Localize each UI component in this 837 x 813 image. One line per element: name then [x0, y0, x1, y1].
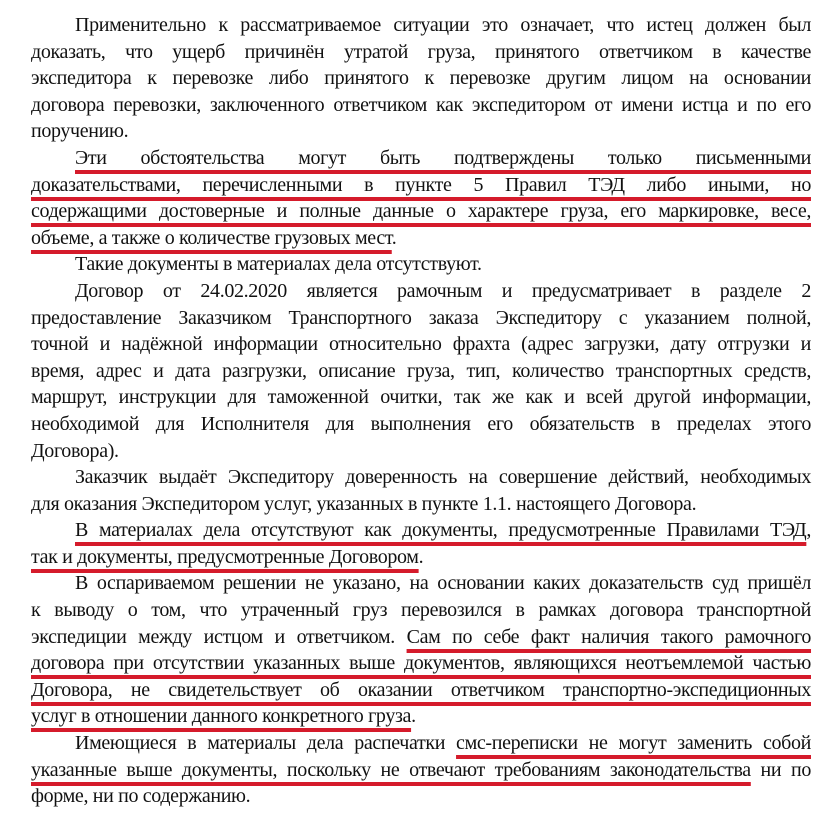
text-segment: ,: [806, 519, 811, 542]
text-segment: экспедитора к перевозке либо принятого к перевозке другим лицом на основании: [31, 67, 811, 90]
text-line: [31, 358, 811, 385]
text-line: [31, 783, 811, 810]
highlighted-text: смс-переписки не могут заменить собой: [456, 732, 811, 755]
text-segment: предоставление Заказчиком Транспортного заказа Экспедитору с указанием полной,: [31, 306, 811, 329]
highlighted-text: указанные выше документы, поскольку не отвечают требованиям законодательства: [31, 758, 751, 781]
text-line: [31, 491, 811, 518]
text-segment: точной и надёжной информации относительно фрахта (адрес загрузки, дату отгрузки и: [31, 333, 811, 356]
text-line: [31, 278, 811, 305]
text-line: [31, 517, 811, 544]
text-line: [31, 198, 811, 225]
text-segment: необходимой для Исполнителя для выполнения его обязательств в пределах этого: [31, 412, 811, 435]
text-segment: Договора).: [31, 439, 119, 462]
text-line: [31, 145, 811, 172]
text-line: [31, 411, 811, 438]
text-segment: .: [391, 226, 397, 249]
paragraph: [31, 251, 811, 278]
text-line: [31, 225, 811, 252]
text-segment: ни по: [750, 758, 811, 781]
paragraph: [31, 570, 811, 730]
text-segment: поручению.: [31, 120, 129, 143]
text-line: [31, 251, 811, 278]
text-line: [31, 172, 811, 199]
text-line: [31, 384, 811, 411]
text-segment: договора перевозки, заключенного ответчиком как экспедитором от имени истца и по его: [31, 93, 811, 116]
text-line: [31, 544, 811, 571]
text-line: [31, 464, 811, 491]
text-line: [31, 597, 811, 624]
text-line: [31, 65, 811, 92]
text-line: [31, 438, 811, 465]
highlighted-text: так и документы, предусмотренные Договором: [31, 545, 419, 568]
text-line: [31, 624, 811, 651]
highlighted-text: договора при отсутствии указанных выше документов, являющихся неотъемлемой частью: [31, 652, 811, 675]
paragraph: [31, 145, 811, 251]
text-segment: Такие документы в материалах дела отсутствуют.: [75, 253, 482, 276]
text-line: [31, 730, 811, 757]
text-segment: .: [418, 545, 424, 568]
document-page: [31, 12, 811, 810]
paragraph: [31, 517, 811, 570]
text-segment: Применительно к рассматриваемое ситуации это означает, что истец должен был: [75, 14, 811, 36]
text-segment: Имеющиеся в материалы дела распечатки: [75, 732, 457, 755]
text-line: [31, 118, 811, 145]
text-segment: .: [411, 705, 416, 728]
highlighted-text: объеме, а также о количестве грузовых мест: [31, 226, 392, 249]
text-line: [31, 39, 811, 66]
text-segment: экспедиции между истцом и ответчиком.: [31, 625, 407, 648]
highlighted-text: В материалах дела отсутствуют как документы, предусмотренные Правилами ТЭД: [75, 519, 807, 542]
text-line: [31, 650, 811, 677]
text-segment: Заказчик выдаёт Экспедитору доверенность на совершение действий, необходимых: [75, 466, 811, 489]
paragraph: [31, 730, 811, 810]
text-segment: для оказания Экспедитором услуг, указанных в пункте 1.1. настоящего Договора.: [31, 492, 697, 515]
text-line: [31, 12, 811, 39]
text-line: [31, 677, 811, 704]
text-segment: Договор от 24.02.2020 является рамочным и предусматривает в разделе 2: [75, 279, 811, 302]
text-segment: маршрут, инструкции для таможенной очитки, так же как и всей другой информации,: [31, 386, 811, 409]
highlighted-text: услуг в отношении данного конкретного груза: [31, 705, 412, 728]
paragraph: [31, 12, 811, 145]
highlighted-text: доказательствами, перечисленными в пункте 5 Правил ТЭД либо иными, но: [31, 173, 811, 196]
text-segment: к выводу о том, что утраченный груз перевозился в рамках договора транспортной: [31, 599, 811, 622]
highlighted-text: содержащими достоверные и полные данные о характере груза, его маркировке, весе,: [31, 200, 811, 223]
text-line: [31, 703, 811, 730]
text-line: [31, 92, 811, 119]
highlighted-text: Эти обстоятельства могут быть подтверждены только письменными: [75, 146, 811, 169]
text-segment: доказать, что ущерб причинён утратой груза, принятого ответчиком в качестве: [31, 40, 811, 63]
text-line: [31, 331, 811, 358]
highlighted-text: Договора, не свидетельствует об оказании ответчиком транспортно-экспедиционных: [31, 678, 811, 701]
text-line: [31, 305, 811, 332]
text-segment: форме, ни по содержанию.: [31, 785, 251, 808]
paragraph: [31, 464, 811, 517]
highlighted-text: Сам по себе факт наличия такого рамочного: [406, 625, 812, 648]
text-line: [31, 570, 811, 597]
text-line: [31, 757, 811, 784]
paragraph: [31, 278, 811, 464]
text-segment: время, адрес и дата разгрузки, описание груза, тип, количество транспортных средств,: [31, 359, 811, 382]
text-segment: В оспариваемом решении не указано, на основании каких доказательств суд пришёл: [75, 572, 811, 595]
